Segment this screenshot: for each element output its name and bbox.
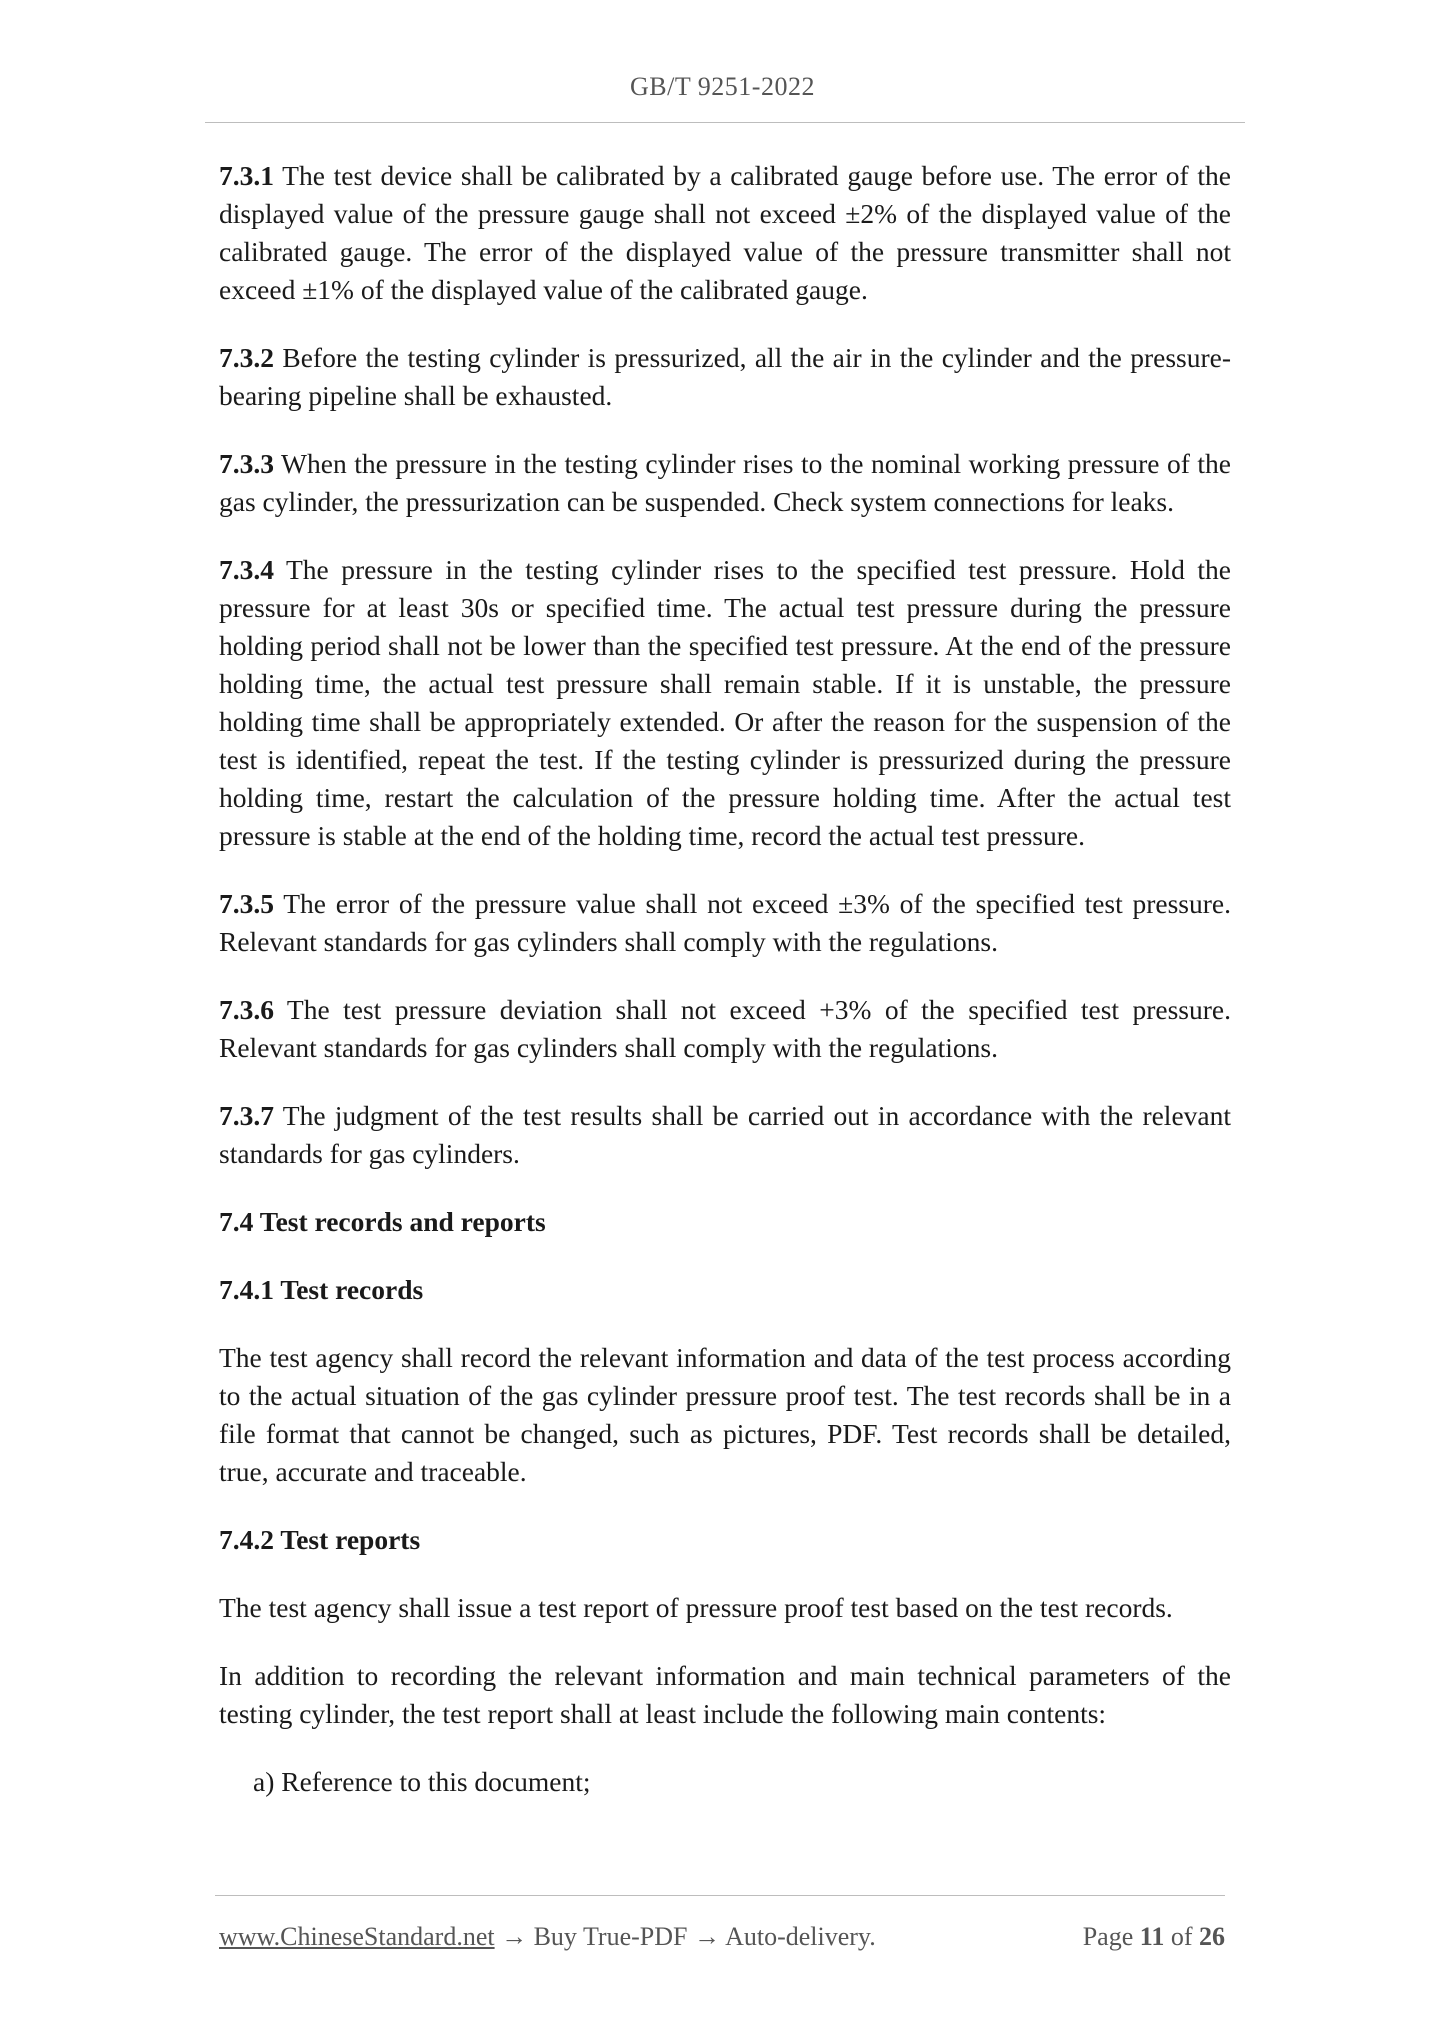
footer-divider (215, 1895, 1225, 1896)
clause-number: 7.3.3 (219, 448, 274, 479)
current-page: 11 (1139, 1922, 1165, 1951)
clause-7-3-6 (219, 991, 1231, 1067)
arrow-right-icon: → (494, 1922, 534, 1951)
clause-number: 7.3.5 (219, 888, 274, 919)
arrow-right-icon: → (687, 1922, 726, 1951)
clause-7-3-1 (219, 157, 1231, 309)
section-heading-7-4: 7.4 Test records and reports (219, 1206, 546, 1237)
paragraph-test-report-issue: The test agency shall issue a test report of pressure proof test based on the test records. (219, 1592, 1173, 1623)
clause-number: 7.3.4 (219, 554, 274, 585)
footer-promo (219, 1920, 876, 1954)
clause-number: 7.3.1 (219, 160, 274, 191)
clause-number: 7.3.7 (219, 1100, 274, 1131)
paragraph-test-records: The test agency shall record the relevant information and data of the test process according to the actual situation of the gas cylinder pressure proof test. The test records shall be in a file format that cannot be changed, such as pictures, PDF. Test records shall be detailed, true, accurate and traceable. (219, 1342, 1231, 1487)
header-divider (205, 122, 1245, 123)
section-heading-7-4-2: 7.4.2 Test reports (219, 1524, 421, 1555)
clause-number: 7.3.6 (219, 994, 274, 1025)
clause-7-3-3 (219, 445, 1231, 521)
buy-true-pdf-text: Buy True-PDF (533, 1922, 688, 1951)
paragraph-test-report-contents: In addition to recording the relevant information and main technical parameters of the testing cylinder, the test report shall at least include the following main contents: (219, 1660, 1231, 1729)
total-pages: 26 (1199, 1922, 1225, 1951)
clause-text: The test pressure deviation shall not exceed +3% of the specified test pressure. Relevant standards for gas cylinders shall comply with the regulations. (219, 994, 1231, 1063)
clause-text: The test device shall be calibrated by a calibrated gauge before use. The error of the displayed value of the pressure gauge shall not exceed ±2% of the displayed value of the calibrated gauge. The error of the displayed value of the pressure transmitter shall not exceed ±1% of the displayed value of the calibrated gauge. (219, 160, 1231, 305)
clause-number: 7.3.2 (219, 342, 274, 373)
clause-text: Before the testing cylinder is pressurized, all the air in the cylinder and the pressure-bearing pipeline shall be exhausted. (219, 342, 1231, 411)
auto-delivery-text: Auto-delivery. (725, 1922, 876, 1951)
clause-text: The error of the pressure value shall not exceed ±3% of the specified test pressure. Relevant standards for gas cylinders shall comply with the regulations. (219, 888, 1231, 957)
document-body (219, 157, 1231, 1831)
page-label: Page (1082, 1922, 1140, 1951)
page-number (1083, 1920, 1225, 1954)
clause-text: The pressure in the testing cylinder rises to the specified test pressure. Hold the pressure for at least 30s or specified time. The actual test pressure during the pressure holding period shall not be lower than the specified test pressure. At the end of the pressure holding time, the actual test pressure shall remain stable. If it is unstable, the pressure holding time shall be appropriately extended. Or after the reason for the suspension of the test is identified, repeat the test. If the testing cylinder is pressurized during the pressure holding time, restart the calculation of the pressure holding time. After the actual test pressure is stable at the end of the holding time, record the actual test pressure. (219, 554, 1231, 851)
of-label: of (1164, 1922, 1199, 1951)
list-item-a: a) Reference to this document; (253, 1766, 591, 1797)
clause-7-3-2 (219, 339, 1231, 415)
clause-text: When the pressure in the testing cylinder rises to the nominal working pressure of the gas cylinder, the pressurization can be suspended. Check system connections for leaks. (219, 448, 1231, 517)
clause-7-3-7 (219, 1097, 1231, 1173)
page-header: GB/T 9251-2022 (630, 72, 815, 101)
section-heading-7-4-1: 7.4.1 Test records (219, 1274, 424, 1305)
clause-text: The judgment of the test results shall be carried out in accordance with the relevant standards for gas cylinders. (219, 1100, 1231, 1169)
website-link[interactable]: www.ChineseStandard.net (219, 1922, 495, 1951)
clause-7-3-4 (219, 551, 1231, 855)
clause-7-3-5 (219, 885, 1231, 961)
